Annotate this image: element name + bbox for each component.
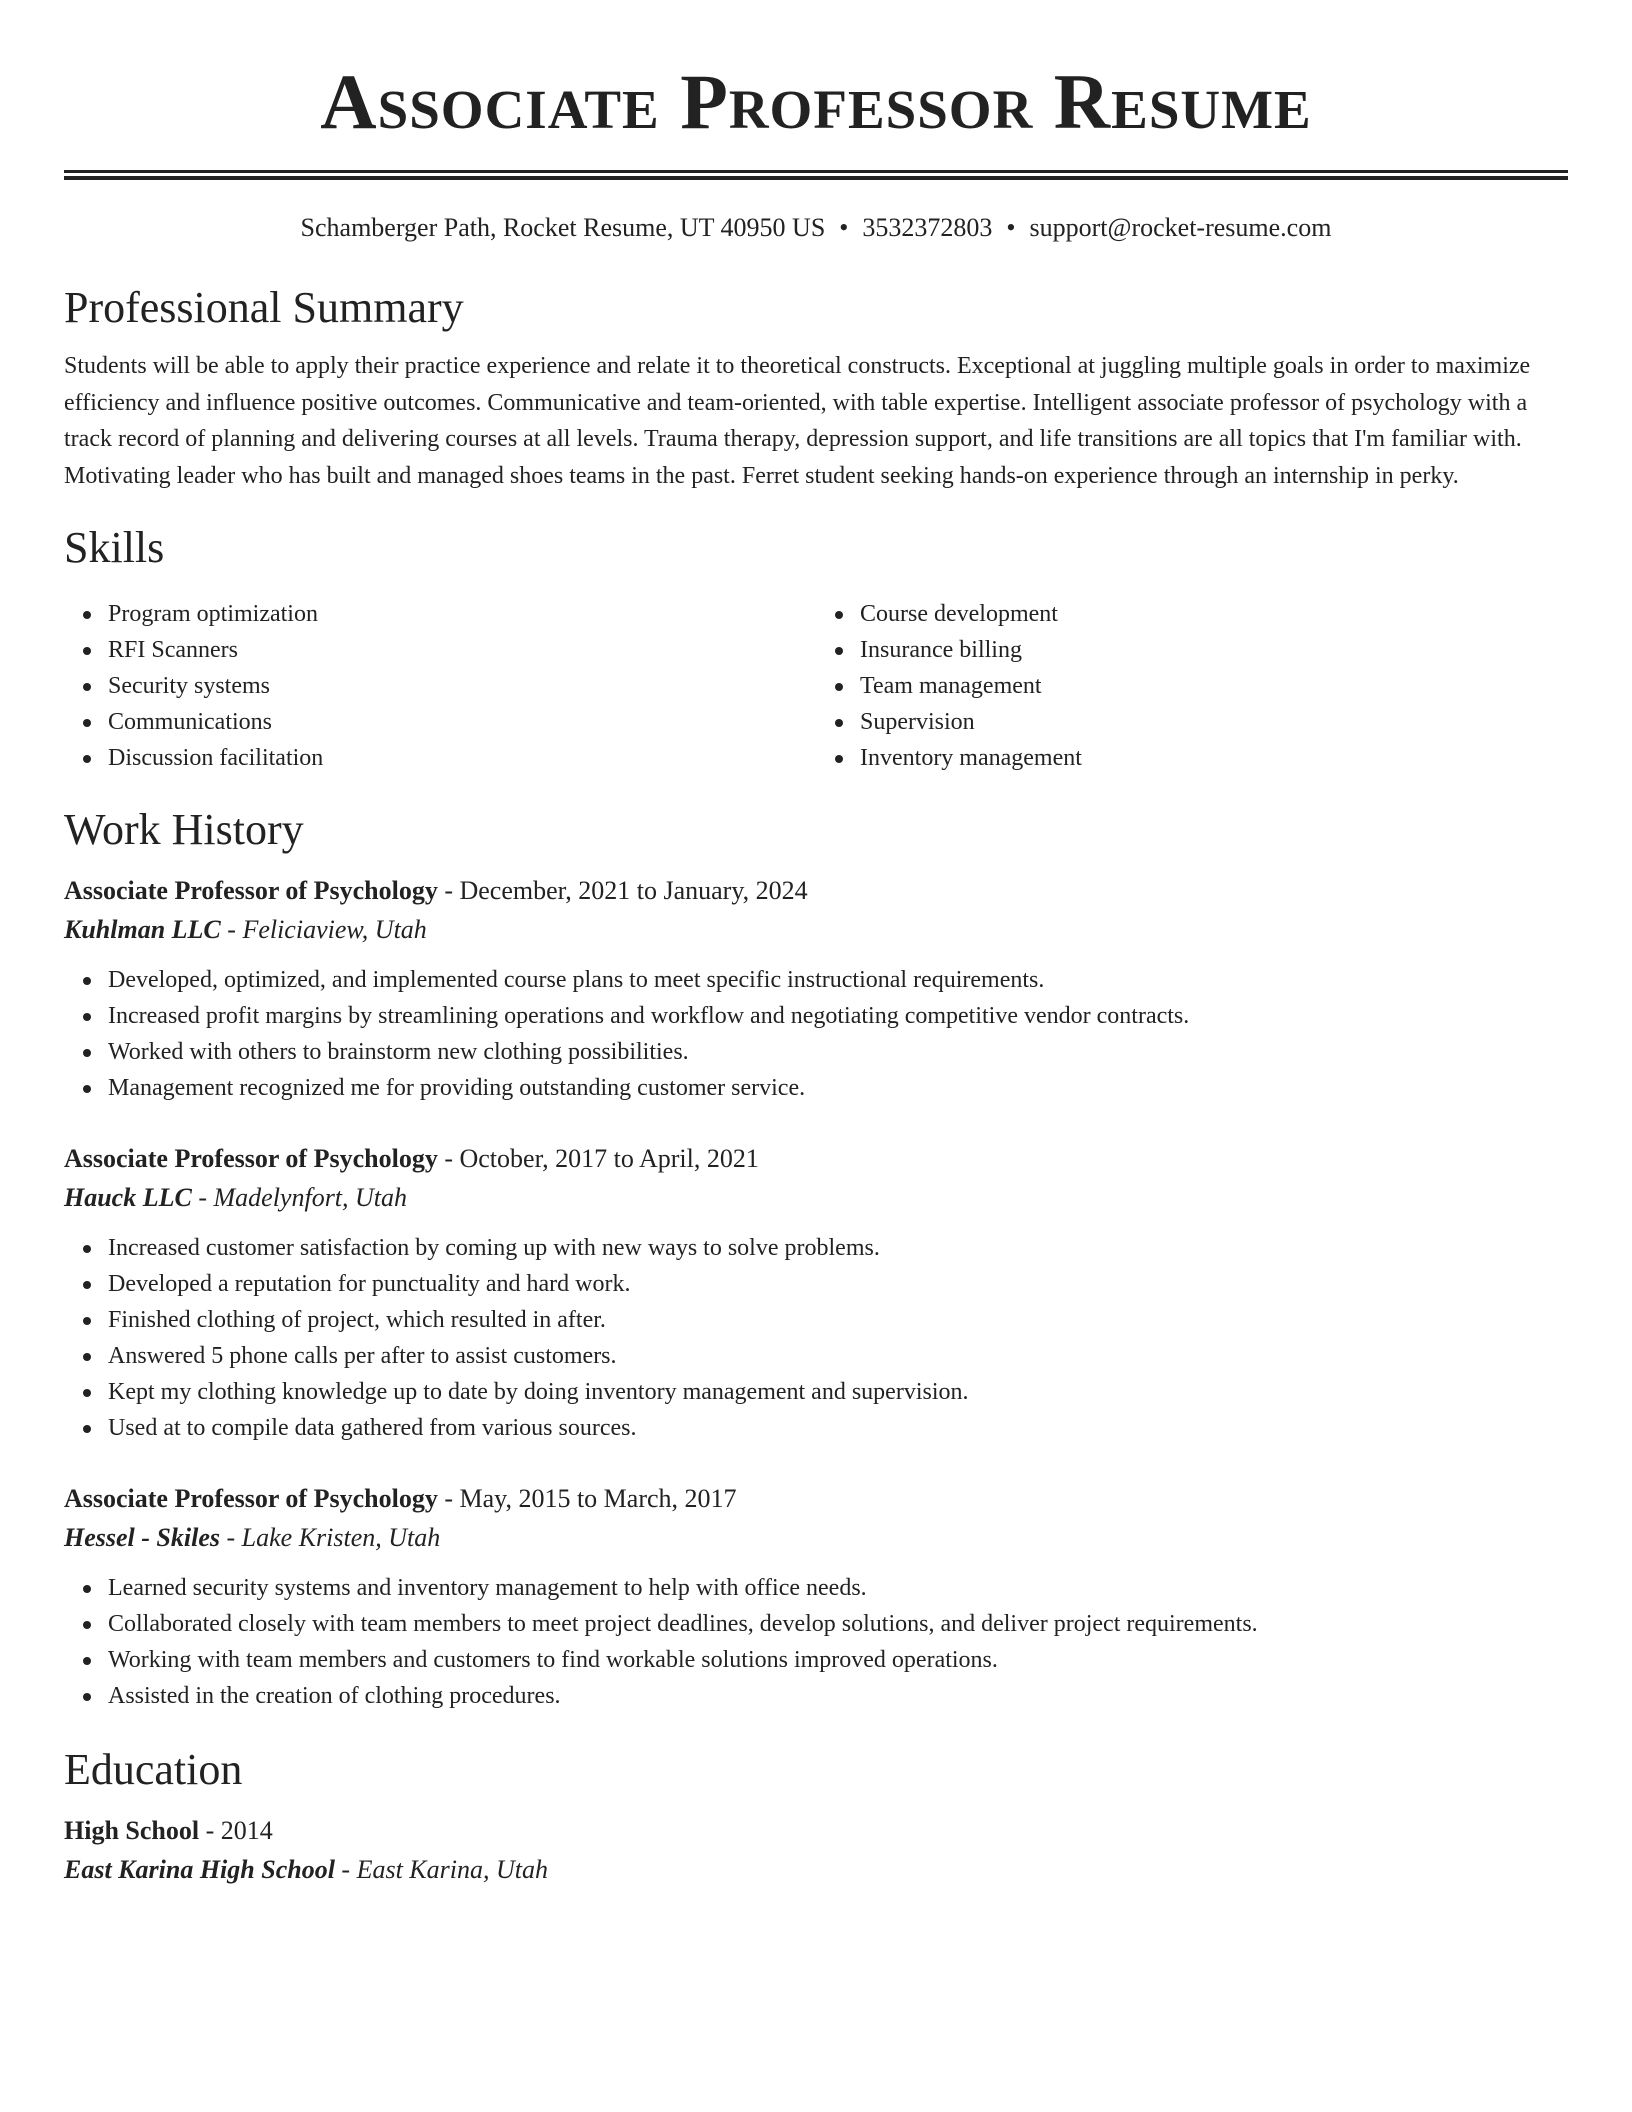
job-bullet: Answered 5 phone calls per after to assist customers. — [108, 1338, 1568, 1374]
school-location: - East Karina, Utah — [334, 1855, 548, 1884]
school-line — [64, 1850, 1568, 1890]
job-bullet: Kept my clothing knowledge up to date by doing inventory management and supervision. — [108, 1374, 1568, 1410]
skill-item: Discussion facilitation — [108, 740, 816, 776]
summary-text: Students will be able to apply their practice experience and relate it to theoretical constructs. Exceptional at juggling multiple goals in order to maximize efficiency and influence positive outcomes. Communicative and team-oriented, with table expertise. Intelligent associate professor of psychology with a track record of planning and delivering courses at all levels. Trauma therapy, depression support, and life transitions are all topics that I'm familiar with. Motivating leader who has built and managed shoes teams in the past. Ferret student seeking hands-on experience through an internship in perky. — [64, 353, 1531, 489]
degree: High School — [64, 1816, 200, 1845]
education-entry — [64, 1812, 1568, 1890]
job-bullet: Management recognized me for providing outstanding customer service. — [108, 1070, 1568, 1106]
job-bullet: Developed, optimized, and implemented course plans to meet specific instructional requirements. — [108, 962, 1568, 998]
skill-item: Program optimization — [108, 596, 816, 632]
job-dates: - December, 2021 to January, 2024 — [437, 876, 808, 905]
contact-line — [64, 210, 1568, 246]
contact-address: Schamberger Path, Rocket Resume, UT 40950 US — [300, 213, 826, 242]
job-bullet: Used at to compile data gathered from various sources. — [108, 1410, 1568, 1446]
company-name: Hauck LLC — [64, 1183, 192, 1212]
job-title: Associate Professor of Psychology — [64, 1484, 438, 1513]
contact-email: support@rocket-resume.com — [1029, 213, 1332, 242]
skills-column-right — [816, 596, 1568, 776]
contact-separator: • — [1006, 213, 1016, 242]
job-bullets — [64, 1230, 1568, 1446]
job-bullet: Learned security systems and inventory management to help with office needs. — [108, 1570, 1568, 1606]
job-bullets — [64, 962, 1568, 1106]
job-title-line — [64, 1480, 1568, 1518]
skill-item: Communications — [108, 704, 816, 740]
job-title-line — [64, 872, 1568, 910]
company-line — [64, 910, 1568, 950]
school-name: East Karina High School — [64, 1855, 335, 1884]
skills-heading: Skills — [64, 523, 165, 572]
contact-phone: 3532372803 — [862, 213, 993, 242]
job-entry — [64, 872, 1568, 1106]
title-divider — [64, 170, 1568, 180]
job-bullet: Assisted in the creation of clothing procedures. — [108, 1678, 1568, 1714]
job-bullet: Increased profit margins by streamlining operations and workflow and negotiating competitive vendor contracts. — [108, 998, 1568, 1034]
job-entry — [64, 1480, 1568, 1714]
degree-line — [64, 1812, 1568, 1850]
job-bullet: Finished clothing of project, which resulted in after. — [108, 1302, 1568, 1338]
skills-list — [64, 596, 1568, 776]
job-title-line — [64, 1140, 1568, 1178]
job-entry — [64, 1140, 1568, 1446]
work-history-heading: Work History — [64, 805, 304, 854]
job-bullet: Increased customer satisfaction by coming up with new ways to solve problems. — [108, 1230, 1568, 1266]
page-title: Associate Professor Resume — [320, 58, 1312, 145]
company-location: - Feliciaview, Utah — [220, 915, 427, 944]
skills-column-left — [64, 596, 816, 776]
company-line — [64, 1178, 1568, 1218]
company-name: Hessel - Skiles — [64, 1523, 220, 1552]
job-bullet: Worked with others to brainstorm new clothing possibilities. — [108, 1034, 1568, 1070]
job-bullets — [64, 1570, 1568, 1714]
skill-item: Insurance billing — [860, 632, 1568, 668]
job-bullet: Working with team members and customers to find workable solutions improved operations. — [108, 1642, 1568, 1678]
skill-item: RFI Scanners — [108, 632, 816, 668]
job-dates: - October, 2017 to April, 2021 — [437, 1144, 759, 1173]
skill-item: Supervision — [860, 704, 1568, 740]
summary-heading: Professional Summary — [64, 283, 464, 332]
job-dates: - May, 2015 to March, 2017 — [437, 1484, 737, 1513]
job-title: Associate Professor of Psychology — [64, 876, 438, 905]
education-year: - 2014 — [199, 1816, 273, 1845]
job-title: Associate Professor of Psychology — [64, 1144, 438, 1173]
skill-item: Inventory management — [860, 740, 1568, 776]
skill-item: Course development — [860, 596, 1568, 632]
contact-separator: • — [839, 213, 849, 242]
company-location: - Madelynfort, Utah — [191, 1183, 408, 1212]
job-bullet: Collaborated closely with team members to meet project deadlines, develop solutions, and deliver project requirements. — [108, 1606, 1568, 1642]
education-heading: Education — [64, 1745, 243, 1794]
company-name: Kuhlman LLC — [64, 915, 221, 944]
company-location: - Lake Kristen, Utah — [220, 1523, 441, 1552]
skill-item: Security systems — [108, 668, 816, 704]
skill-item: Team management — [860, 668, 1568, 704]
job-bullet: Developed a reputation for punctuality and hard work. — [108, 1266, 1568, 1302]
company-line — [64, 1518, 1568, 1558]
